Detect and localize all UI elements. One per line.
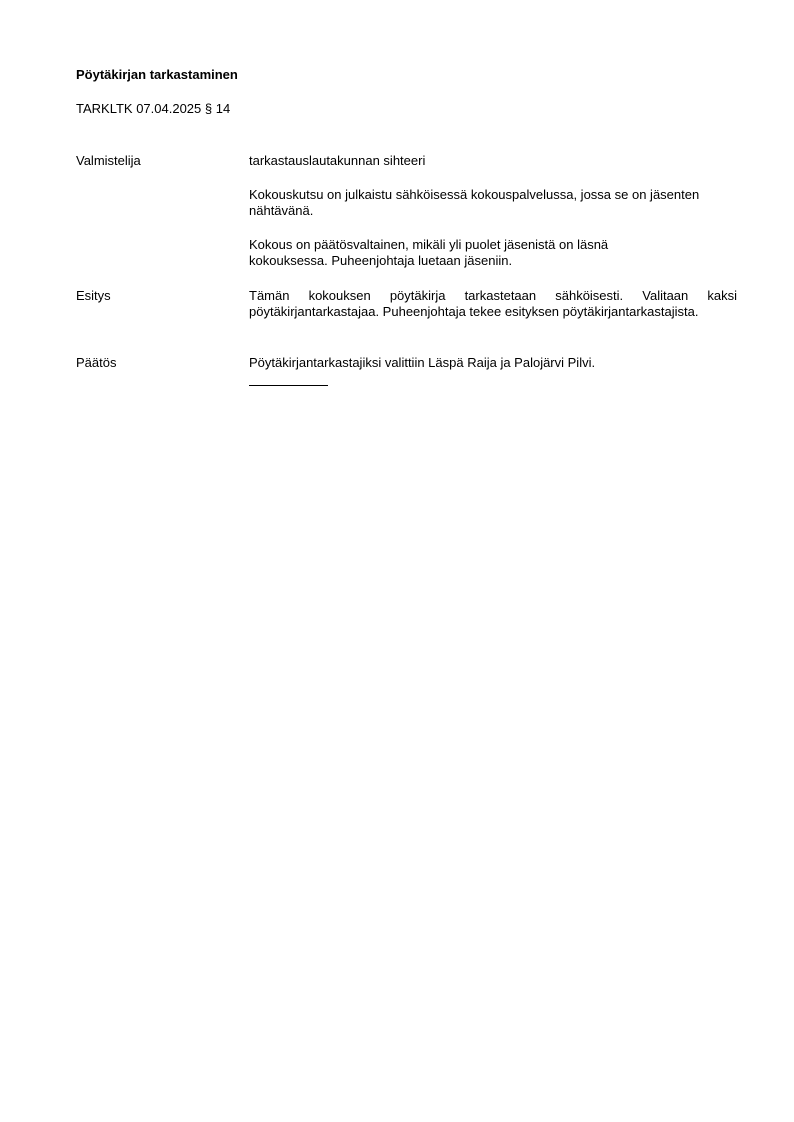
valmistelija-label: Valmistelija [76,153,141,168]
paatos-text: Pöytäkirjantarkastajiksi valittiin Läspä Raija ja Palojärvi Pilvi. [249,355,596,370]
paatos-label: Päätös [76,355,117,370]
esitys-label: Esitys [76,288,111,303]
valmistelija-text-1: tarkastauslautakunnan sihteeri [249,153,426,168]
signature-line [249,385,328,386]
esitys-text: Tämän kokouksen pöytäkirja tarkastetaan sähköisesti. Valitaan kaksi pöytäkirjantarkastajaa. Puheenjohtaja tekee esityksen pöytäkirjantarkastajista. [249,288,737,319]
valmistelija-text-2: Kokouskutsu on julkaistu sähköisessä kokouspalvelussa, jossa se on jäsenten nähtävänä. [249,187,700,218]
document-title: Pöytäkirjan tarkastaminen [76,67,238,82]
valmistelija-text-3: Kokous on päätösvaltainen, mikäli yli puolet jäsenistä on läsnä kokouksessa. Puheenjohtaja luetaan jäseniin. [249,237,609,268]
document-reference: TARKLTK 07.04.2025 § 14 [76,101,231,116]
